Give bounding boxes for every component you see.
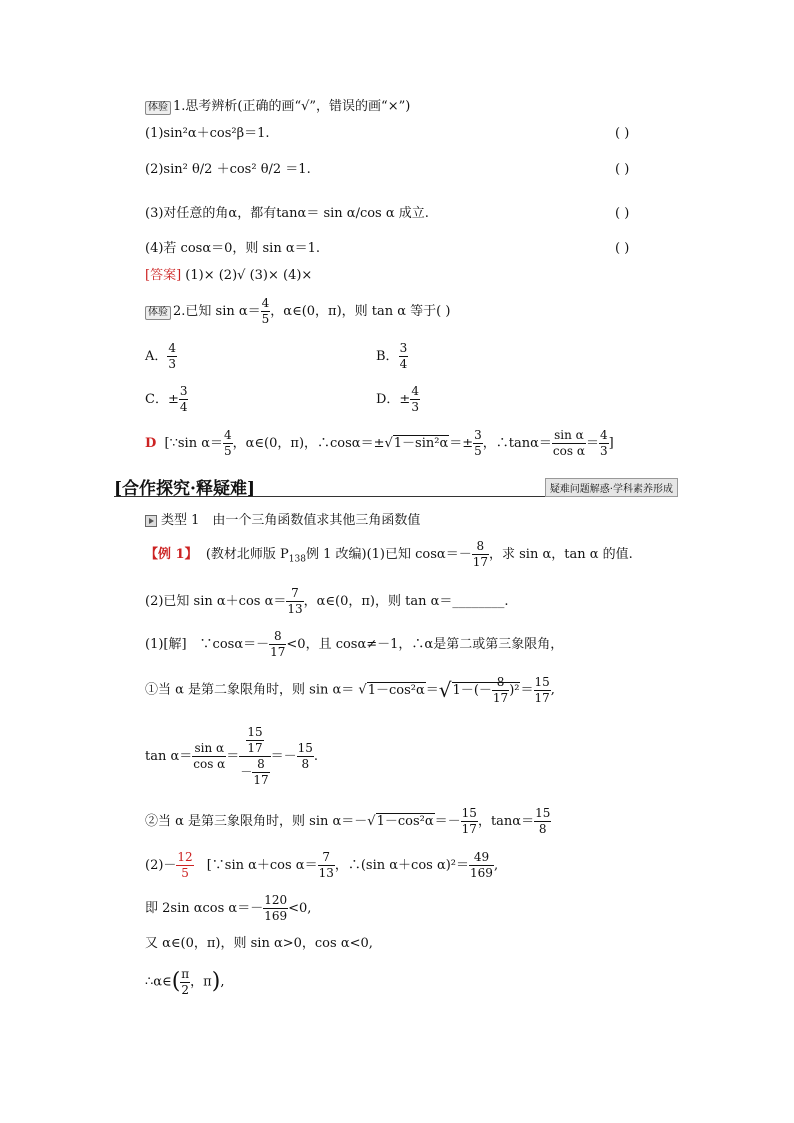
sol-4: ②当 α 是第三象限角时，则 sin α＝－√1－cos²α＝－ $\frac{15}{17}$ ，tanα＝ $\frac{15}{8}$ [145,806,551,836]
answer-letter: D [145,436,157,451]
ex1-q1: 【例 1】 (教材北师版 $P_{138}$例 1 改编)(1)已知 cosα＝－ $\frac{8}{17}$ ，求 sin α，tan α 的值. [145,539,633,569]
section-title: [合作探究·释疑难] [114,479,256,499]
option-a: A． $\frac{4}{3}$ [145,341,177,371]
exp2-question: 体验 2.已知 sin α＝ $\frac{4}{5}$ ，α∈(0，π)，则 tan α 等于( ) [145,296,450,328]
ex1-q2: (2)已知 sin α＋cos α＝ $\frac{7}{13}$ ，α∈(0，π)，则 tan α＝________. [145,586,509,616]
exp1-item-4: (4)若 cosα＝0，则 sin α＝1. [145,241,321,256]
exp1-title: 体验 1.思考辨析(正确的画“√”，错误的画“×”) [145,99,410,115]
exp1-paren-2: ( ) [615,162,630,177]
sol-2: ①当 α 是第二象限角时，则 sin α＝ √1－cos²α＝√1－(－ $\frac{8}{17}$ )²＝ $\frac{15}{17}$ , [145,674,555,705]
sol-6: 即 2sin αcos α＝－ $\frac{120}{169}$ <0, [145,893,312,923]
exp1-paren-1: ( ) [615,126,630,141]
option-d: D．± $\frac{4}{3}$ [376,384,419,414]
play-triangle-icon [145,515,157,527]
exp1-paren-4: ( ) [615,241,630,256]
type1-heading: 类型 1 由一个三角函数值求其他三角函数值 [145,513,420,529]
sol-8: ∴α∈( $\frac{\pi}{2}$ ，π), [145,966,225,997]
exp1-item-2: (2)sin² θ/2 ＋cos² θ/2 ＝1. [145,162,311,177]
exp2-tag: 体验 [145,306,171,320]
section-subtitle: 疑难问题解惑·学科素养形成 [545,478,678,497]
section-header [114,474,678,497]
sol-1: (1)[解] ∵cosα＝－ $\frac{8}{17}$ <0，且 cosα≠－1，∴α是第二或第三象限角， [145,629,564,659]
exp1-paren-3: ( ) [615,206,630,221]
sol-5: (2)－ $\frac{12}{5}$ [∵sin α＋cos α＝ $\frac{7}{13}$ ，∴(sin α＋cos α)²＝ $\frac{49}{169}$ , [145,850,499,880]
option-b: B． $\frac{3}{4}$ [376,341,408,371]
exp1-answer: [答案] (1)× (2)√ (3)× (4)× [145,268,313,283]
exp1-tag: 体验 [145,101,171,115]
sol-3: tan α＝ $\frac{\text{sin α}}{\text{cos α}}$ ＝ $\frac{15}{17}$ － $\frac{8}{17}$ ＝－ $\frac{15}{8}$ . [145,725,319,787]
answer-label: [答案] [145,268,182,283]
sol-7: 又 α∈(0，π)，则 sin α>0，cos α<0, [145,936,373,951]
exp2-solution: D [∵sin α＝ $\frac{4}{5}$ ，α∈(0，π)，∴cosα＝±√1－sin²α＝± $\frac{3}{5}$ ，∴tanα＝ $\frac{\text{sin α}}{\text{cos α}}$ ＝ $\frac{4}{3}$ ] [145,428,614,458]
exp1-item-1: (1)sin²α＋cos²β＝1. [145,126,270,141]
option-c: C．± $\frac{3}{4}$ [145,384,188,414]
exp1-item-3: (3)对任意的角α，都有tanα＝ sin α/cos α 成立. [145,206,429,221]
